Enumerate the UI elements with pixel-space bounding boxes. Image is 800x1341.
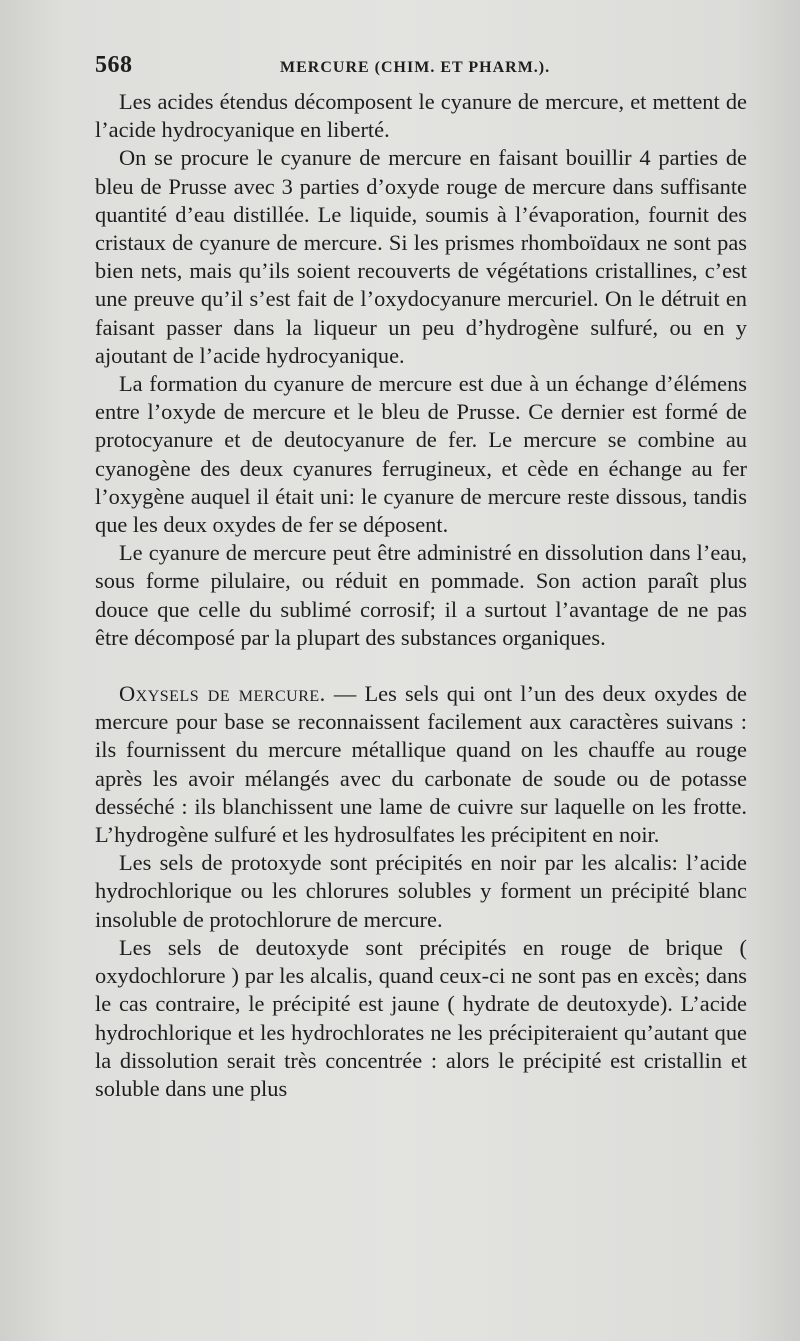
page-number: 568 <box>95 52 133 78</box>
running-title: MERCURE (CHIM. ET PHARM.). <box>280 59 551 76</box>
paragraph: Les sels de deutoxyde sont précipités en rouge de brique ( oxydochlorure ) par les alcalis, quand ceux-ci ne sont pas en excès; dans le cas contraire, le précipité est jaune ( hydrate de deutoxyde). L’acide hydrochlorique et les hydrochlorates ne les précipiteraient qu’autant que la dissolution serait très concentrée : alors le précipité est cristallin et soluble dans une plus <box>95 934 747 1101</box>
section-intro-text: Les sels qui ont l’un des deux oxydes de mercure pour base se reconnaissent facilement aux caractères suivans : ils fournissent du mercure métallique quand on les chauffe au rouge après les avoir mélangés avec du carbonate de soude ou de potasse desséché : ils blanchissent une lame de cuivre sur laquelle on les frotte. L’hydrogène sulfuré et les hydrosulfates les précipitent en noir. <box>95 681 747 848</box>
section-dash: — <box>325 681 365 707</box>
section-heading: Oxysels de mercure. <box>119 681 326 707</box>
page-header <box>95 52 750 86</box>
paragraph: Les sels de protoxyde sont précipités en noir par les alcalis: l’acide hydrochlorique ou les chlorures solubles y forment un précipité blanc insoluble de protochlorure de mercure. <box>95 850 747 932</box>
body-text <box>95 88 747 1103</box>
section-intro-paragraph <box>95 680 747 849</box>
paragraph: Les acides étendus décomposent le cyanure de mercure, et mettent de l’acide hydrocyanique en liberté. <box>95 89 747 143</box>
paragraph: La formation du cyanure de mercure est due à un échange d’élémens entre l’oxyde de mercure et le bleu de Prusse. Ce dernier est formé de protocyanure et de deutocyanure de fer. Le mercure se combine au cyanogène des deux cyanures ferrugineux, et cède en échange au fer l’oxygène auquel il était uni: le cyanure de mercure reste dissous, tandis que les deux oxydes de fer se déposent. <box>95 371 747 538</box>
paragraph: On se procure le cyanure de mercure en faisant bouillir 4 parties de bleu de Prusse avec 3 parties d’oxyde rouge de mercure dans suffisante quantité d’eau distillée. Le liquide, soumis à l’évaporation, fournit des cristaux de cyanure de mercure. Si les prismes rhomboïdaux ne sont pas bien nets, mais qu’ils soient recouverts de végétations cristallines, c’est une preuve qu’il s’est fait de l’oxydocyanure mercuriel. On le détruit en faisant passer dans la liqueur un peu d’hydrogène sulfuré, ou en y ajoutant de l’acide hydrocyanique. <box>95 145 747 368</box>
paragraph: Le cyanure de mercure peut être administré en dissolution dans l’eau, sous forme pilulaire, ou réduit en pommade. Son action paraît plus douce que celle du sublimé corrosif; il a surtout l’avantage de ne pas être décomposé par la plupart des substances organiques. <box>95 540 747 650</box>
